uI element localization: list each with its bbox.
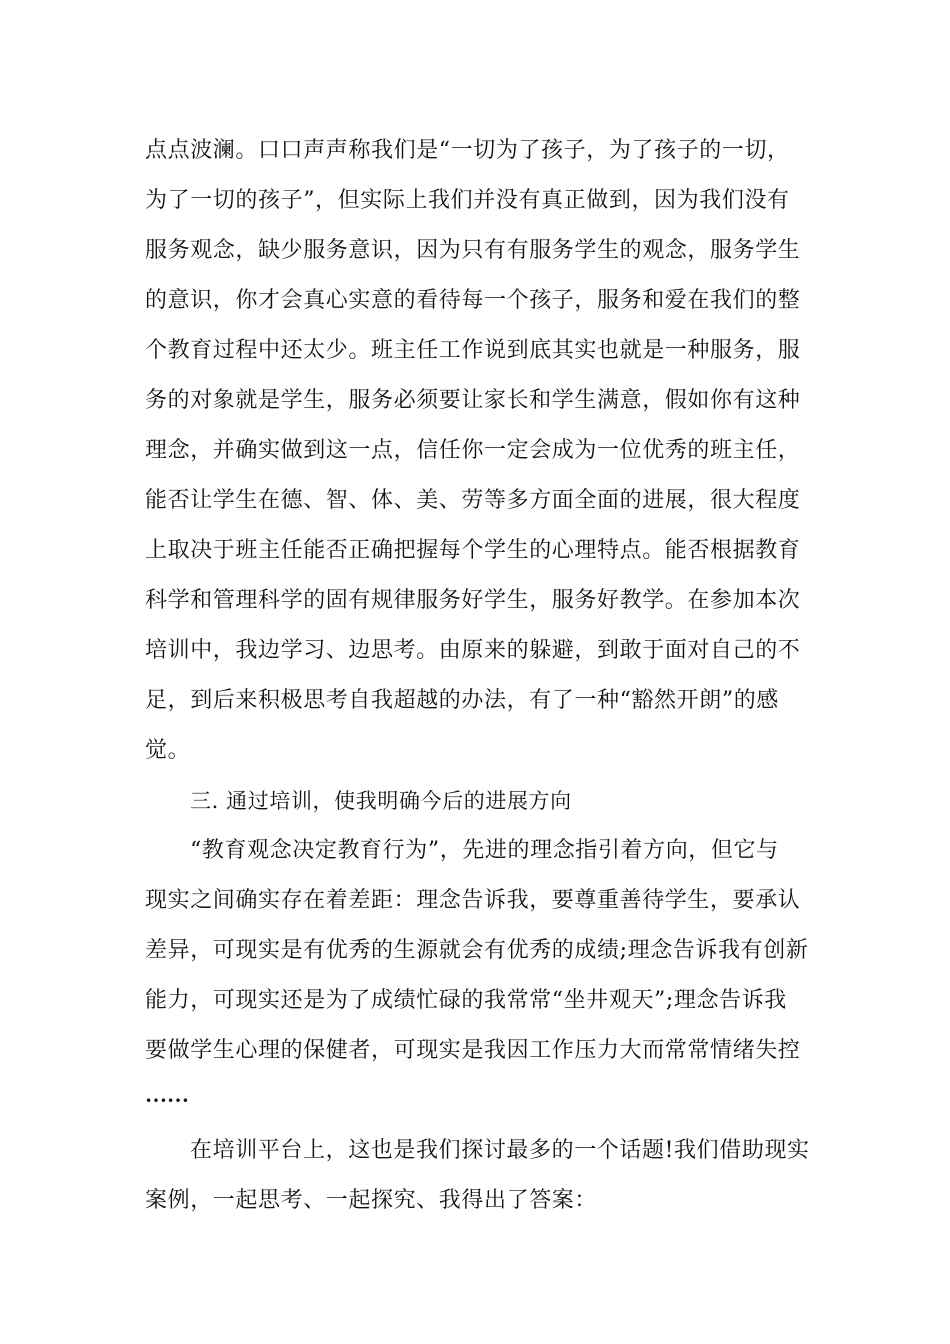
paragraph-1-line-6: 务的对象就是学生，服务必须要让家长和学生满意，假如你有这种 (145, 388, 801, 413)
paragraph-3-line-2: 案例，一起思考、一起探究、我得出了答案： (145, 1188, 598, 1213)
paragraph-1-line-10: 科学和管理科学的固有规律服务好学生，服务好教学。在参加本次 (145, 588, 801, 613)
paragraph-2-line-2: 现实之间确实存在着差距：理念告诉我，要尊重善待学生，要承认 (145, 888, 801, 913)
paragraph-1-line-1: 点点波澜。口口声声称我们是“一切为了孩子，为了孩子的一切， (145, 138, 790, 163)
paragraph-1-line-13: 觉。 (145, 738, 191, 763)
paragraph-1-line-3: 服务观念，缺少服务意识，因为只有有服务学生的观念，服务学生 (145, 238, 801, 263)
paragraph-2-line-4: 能力，可现实还是为了成绩忙碌的我常常“坐井观天”;理念告诉我 (145, 988, 787, 1013)
paragraph-2-ellipsis: …… (145, 1082, 189, 1107)
section-heading: 三. 通过培训，使我明确今后的进展方向 (190, 789, 572, 813)
paragraph-2-line-3: 差异，可现实是有优秀的生源就会有优秀的成绩;理念告诉我有创新 (145, 938, 809, 963)
paragraph-1-line-4: 的意识，你才会真心实意的看待每一个孩子，服务和爱在我们的整 (145, 288, 801, 313)
paragraph-1-line-5: 个教育过程中还太少。班主任工作说到底其实也就是一种服务，服 (145, 338, 801, 363)
paragraph-2-line-1: “教育观念决定教育行为”，先进的理念指引着方向，但它与 (190, 838, 779, 863)
paragraph-1-line-7: 理念，并确实做到这一点，信任你一定会成为一位优秀的班主任， (145, 438, 801, 463)
paragraph-3-line-1: 在培训平台上，这也是我们探讨最多的一个话题!我们借助现实 (190, 1138, 810, 1163)
paragraph-1-line-2: 为了一切的孩子”，但实际上我们并没有真正做到，因为我们没有 (145, 188, 790, 213)
paragraph-1-line-11: 培训中，我边学习、边思考。由原来的躲避，到敢于面对自己的不 (145, 638, 801, 663)
paragraph-2-line-5: 要做学生心理的保健者，可现实是我因工作压力大而常常情绪失控 (145, 1038, 801, 1063)
paragraph-1-line-9: 上取决于班主任能否正确把握每个学生的心理特点。能否根据教育 (145, 538, 801, 563)
paragraph-1-line-8: 能否让学生在德、智、体、美、劳等多方面全面的进展，很大程度 (145, 488, 801, 513)
paragraph-1-line-12: 足，到后来积极思考自我超越的办法，有了一种“豁然开朗”的感 (145, 688, 779, 713)
